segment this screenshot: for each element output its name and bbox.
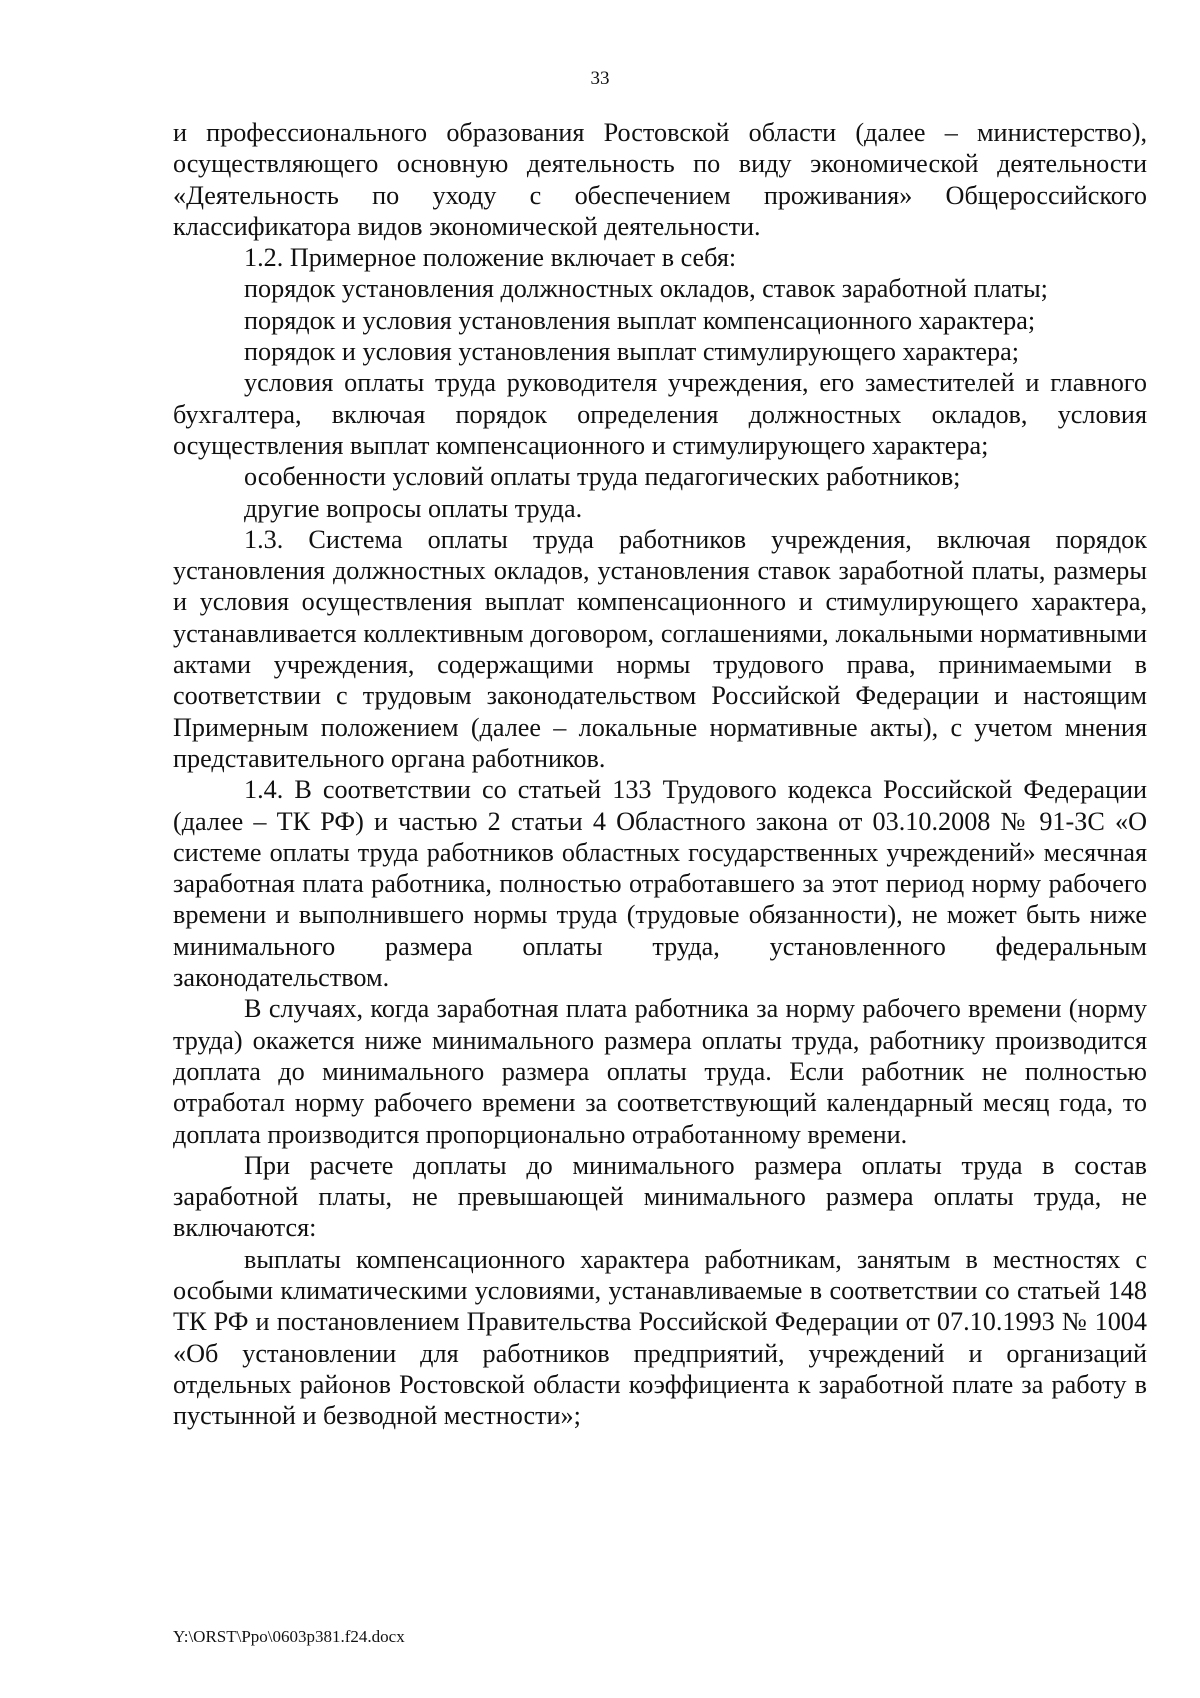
paragraph: порядок установления должностных окладов, ставок заработной платы; <box>244 274 1048 304</box>
paragraph: 1.3. Система оплаты труда работников учреждения, включая порядок установления должностных окладов, установления ставок заработной платы, размеры и условия осуществления выплат компенсационного и стимулирующего характера, устанавливается коллективным договором, соглашениями, локальными нормативными актами учреждения, содержащими нормы трудового права, принимаемыми в соответствии с трудовым законодательством Российской Федерации и настоящим Примерным положением (далее – локальные нормативные акты), с учетом мнения представительного органа работников. <box>173 524 1147 773</box>
paragraph: и профессионального образования Ростовской области (далее – министерство), осуществляющего основную деятельность по виду экономической деятельности «Деятельность по уходу с обеспечением проживания» Общероссийского классификатора видов экономической деятельности. <box>173 118 1147 241</box>
document-body <box>173 117 1147 1431</box>
paragraph: При расчете доплаты до минимального размера оплаты труда в состав заработной платы, не превышающей минимального размера оплаты труда, не включаются: <box>173 1150 1147 1243</box>
paragraph: условия оплаты труда руководителя учреждения, его заместителей и главного бухгалтера, включая порядок определения должностных окладов, условия осуществления выплат компенсационного и стимулирующего характера; <box>173 368 1147 460</box>
paragraph: В случаях, когда заработная плата работника за норму рабочего времени (норму труда) окажется ниже минимального размера оплаты труда, работнику производится доплата до минимального размера оплаты труда. Если работник не полностью отработал норму рабочего времени за соответствующий календарный месяц года, то доплата производится пропорционально отработанному времени. <box>173 994 1147 1149</box>
paragraph: порядок и условия установления выплат стимулирующего характера; <box>244 337 1019 367</box>
page-number: 33 <box>590 68 610 89</box>
paragraph: выплаты компенсационного характера работникам, занятым в местностях с особыми климатическими условиями, устанавливаемые в соответствии со статьей 148 ТК РФ и постановлением Правительства Российской Федерации от 07.10.1993 № 1004 «Об установлении для работников предприятий, учреждений и организаций отдельных районов Ростовской области коэффициента к заработной плате за работу в пустынной и безводной местности»; <box>173 1244 1147 1431</box>
paragraph: 1.4. В соответствии со статьей 133 Трудового кодекса Российской Федерации (далее – ТК РФ) и частью 2 статьи 4 Областного закона от 03.10.2008 № 91-ЗС «О системе оплаты труда работников областных государственных учреждений» месячная заработная плата работника, полностью отработавшего за этот период норму рабочего времени и выполнившего нормы труда (трудовые обязанности), не может быть ниже минимального размера оплаты труда, установленного федеральным законодательством. <box>173 775 1147 993</box>
paragraph: особенности условий оплаты труда педагогических работников; <box>244 462 961 492</box>
paragraph: порядок и условия установления выплат компенсационного характера; <box>244 305 1036 335</box>
footer-file-path: Y:\ORST\Ppo\0603p381.f24.docx <box>173 1627 405 1646</box>
paragraph: другие вопросы оплаты труда. <box>244 493 583 523</box>
paragraph: 1.2. Примерное положение включает в себя: <box>244 243 737 273</box>
